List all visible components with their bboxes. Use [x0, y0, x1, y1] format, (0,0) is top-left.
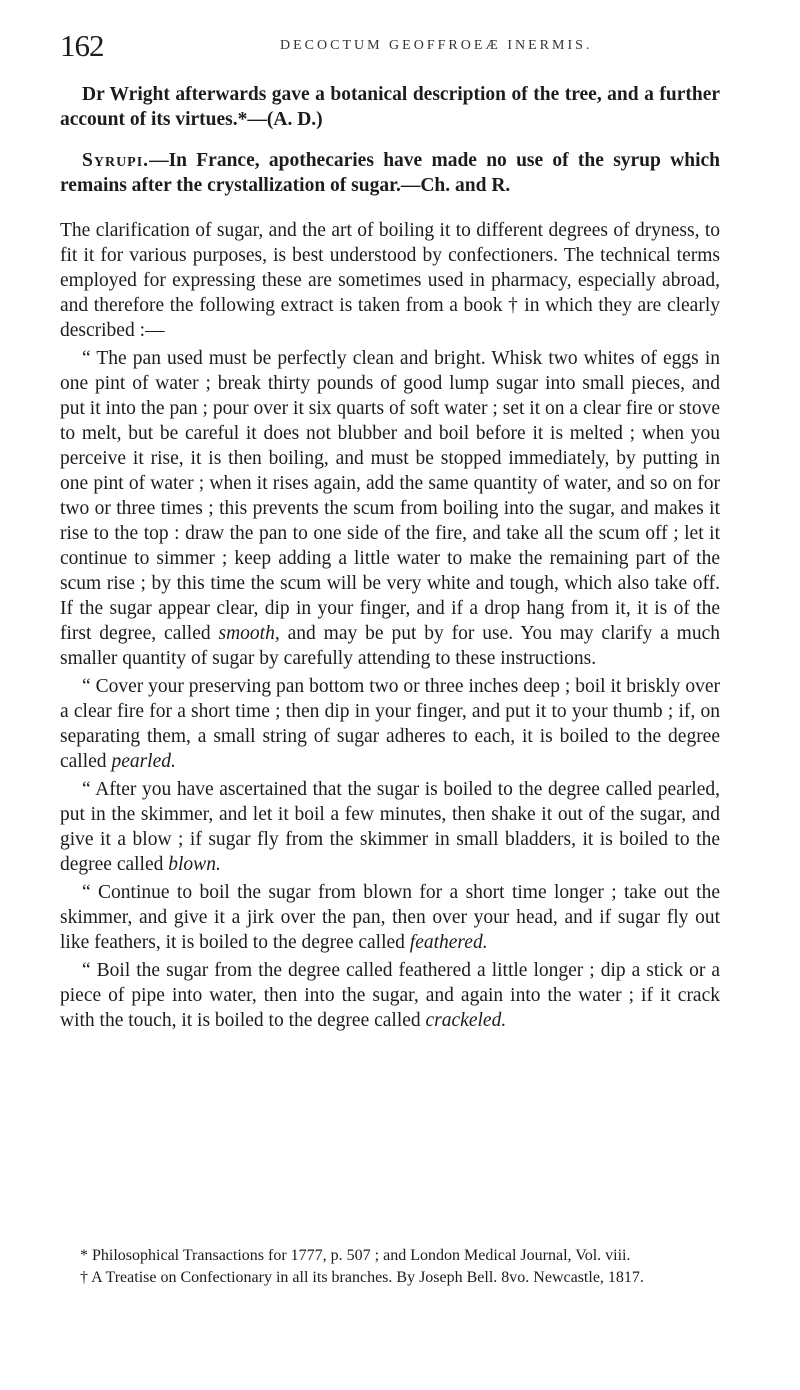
running-head: DECOCTUM GEOFFROEÆ INERMIS.	[280, 38, 593, 53]
quote-blown	[60, 777, 720, 877]
paragraph-dr-wright: Dr Wright afterwards gave a botanical description of the tree, and a further account of its virtues.*—(A. D.)	[60, 84, 720, 130]
quote-pan-text: “ The pan used must be perfectly clean and bright. Whisk two whites of eggs in one pint of water ; break thirty pounds of good lump sugar into small pieces, and put it into the pan ; pour over it six quarts of soft water ; set it on a clear fire or stove to melt, but be careful it does not blubber and boil before it is melted ; when you perceive it rise, it is then boiling, and must be stopped immediately, by putting in one pint of water ; when it rises again, add the same quantity of water, and so on for two or three times ; this prevents the scum from boiling into the sugar, and makes it rise to the top : draw the pan to one side of the fire, and take all the scum off ; let it continue to simmer ; keep adding a little water to make the remaining part of the scum rise ; by this time the scum will be very white and tough, which also take off. If the sugar appear clear, dip in your finger, and if a drop hang from it, it is of the first degree, called	[60, 348, 720, 644]
syrupi-text: —In France, apothecaries have made no use of the syrup which remains after the crystallization of sugar.—Ch. and R.	[60, 150, 720, 196]
quote-blown-text: “ After you have ascertained that the sugar is boiled to the degree called pearled, put in the skimmer, and let it boil a few minutes, then shake it out of the sugar, and give it a blow ; if sugar fly from the skimmer in small bladders, it is boiled to the degree called	[60, 779, 720, 875]
quote-pearled-text: “ Cover your preserving pan bottom two or three inches deep ; boil it briskly over a clear fire for a short time ; then dip in your finger, and put it to your thumb ; if, on separating them, a small string of sugar adheres to each, it is boiled to the degree called	[60, 676, 720, 772]
paragraph-syrupi	[60, 148, 720, 198]
quote-crackeled-text: “ Boil the sugar from the degree called feathered a little longer ; dip a stick or a piece of pipe into water, then into the sugar, and again into the water ; if it crack with the touch, it is boiled to the degree called	[60, 960, 720, 1031]
paragraph-clarification: The clarification of sugar, and the art of boiling it to different degrees of dryness, to fit it for various purposes, is best understood by confectioners. The technical terms employed for expressing these are sometimes used in pharmacy, especially abroad, and therefore the following extract is taken from a book † in which they are clearly described :—	[60, 220, 720, 341]
quote-pan	[60, 346, 720, 671]
page-header	[60, 28, 710, 68]
quote-feathered-text: “ Continue to boil the sugar from blown for a short time longer ; take out the skimmer, and give it a jirk over the pan, then over your head, and if sugar fly out like feathers, it is boiled to the degree called	[60, 882, 720, 953]
quote-pan-end: and may be put by for use. You may clarify a much smaller quantity of sugar by carefully attending to these instructions.	[60, 623, 721, 669]
footnote-2: † A Treatise on Confectionary in all its branches. By Joseph Bell. 8vo. Newcastle, 1817.	[80, 1269, 644, 1286]
quote-pearled	[60, 674, 720, 774]
page-body	[60, 82, 720, 1033]
footnotes	[60, 1246, 720, 1290]
quote-crackeled	[60, 958, 720, 1033]
term-feathered: feathered.	[409, 932, 488, 953]
term-pearled: pearled.	[111, 751, 176, 772]
term-blown: blown.	[168, 854, 221, 875]
syrupi-heading: Syrupi.	[82, 150, 150, 171]
term-smooth: smooth,	[218, 623, 280, 644]
page-number: 162	[60, 28, 104, 63]
footnote-1: * Philosophical Transactions for 1777, p. 507 ; and London Medical Journal, Vol. viii.	[80, 1247, 631, 1264]
term-crackeled: crackeled.	[425, 1010, 507, 1031]
quote-feathered	[60, 880, 720, 955]
